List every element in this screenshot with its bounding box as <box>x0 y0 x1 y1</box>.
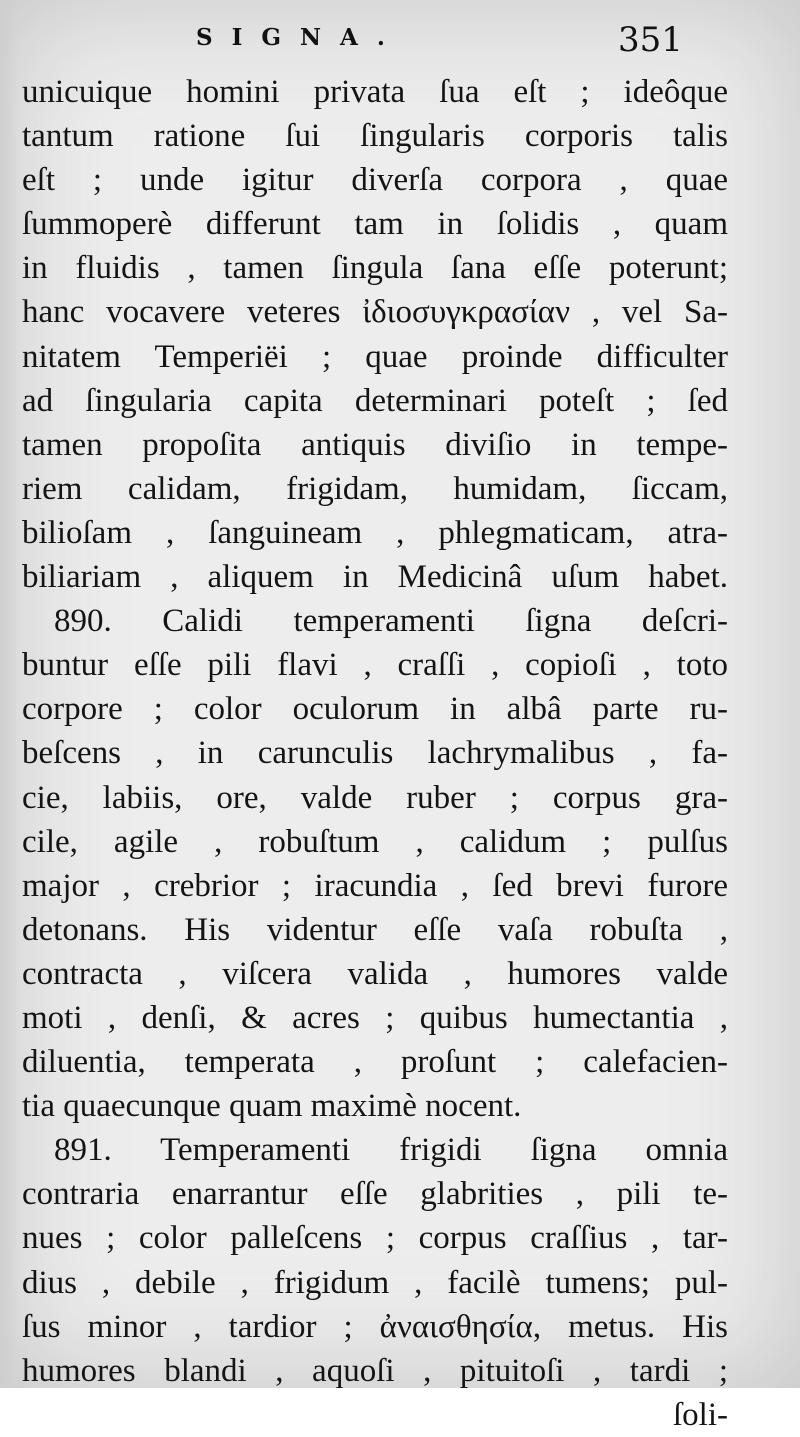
text-line: nitatem Temperiëi ; quae proinde difficulter <box>22 338 728 375</box>
catchword: ſoli- <box>673 1396 728 1433</box>
text-line: biliariam , aliquem in Medicinâ uſum habet. <box>22 559 728 596</box>
text-line: cie, labiis, ore, valde ruber ; corpus gra- <box>22 779 728 816</box>
text-line: tia quaecunque quam maximè nocent. <box>22 1088 522 1125</box>
text-line: corpore ; color oculorum in albâ parte ru- <box>22 691 728 728</box>
page-number: 351 <box>618 20 683 60</box>
text-line: nues ; color palleſcens ; corpus craſſius , tar- <box>22 1220 728 1257</box>
text-line: detonans. His videntur eſſe vaſa robuſta , <box>22 911 728 948</box>
page-header <box>0 14 800 64</box>
text-line: diluentia, temperata , proſunt ; calefacien- <box>22 1044 728 1081</box>
text-line: major , crebrior ; iracundia , ſed brevi furore <box>22 867 728 904</box>
text-line: cile, agile , robuſtum , calidum ; pulſus <box>22 823 728 860</box>
text-line: in fluidis , tamen ſingula ſana eſſe poterunt; <box>22 250 728 287</box>
text-line: ſus minor , tardior ; ἀναισθησία, metus. His <box>22 1308 728 1345</box>
text-line: bilioſam , ſanguineam , phlegmaticam, atra- <box>22 514 728 551</box>
text-line: humores blandi , aquoſi , pituitoſi , tardi ; <box>22 1352 728 1389</box>
text-line: buntur eſſe pili flavi , craſſi , copioſi , toto <box>22 647 728 684</box>
text-line: beſcens , in carunculis lachrymalibus , fa- <box>22 735 728 772</box>
body-text <box>22 70 728 1437</box>
text-line: eſt ; unde igitur diverſa corpora , quae <box>22 162 728 199</box>
text-line: unicuique homini privata ſua eſt ; ideôque <box>22 74 728 110</box>
text-line: moti , denſi, & acres ; quibus humectantia , <box>22 999 728 1036</box>
text-line: hanc vocavere veteres ἰδιοσυγκρασίαν , vel Sa- <box>22 294 728 331</box>
text-line: riem calidam, frigidam, humidam, ſiccam, <box>22 470 728 507</box>
text-line: contracta , viſcera valida , humores valde <box>22 955 728 992</box>
paragraph-start-line: 890. Calidi temperamenti ſigna deſcri- <box>54 603 728 640</box>
text-line: contraria enarrantur eſſe glabrities , pili te- <box>22 1176 728 1213</box>
text-line: ſummoperè differunt tam in ſolidis , quam <box>22 206 728 243</box>
text-line: tantum ratione ſui ſingularis corporis talis <box>22 118 728 155</box>
text-line: dius , debile , frigidum , facilè tumens; pul- <box>22 1264 728 1301</box>
running-head: SIGNA. <box>196 24 404 51</box>
text-line: tamen propoſita antiquis diviſio in tempe- <box>22 426 728 463</box>
paragraph-start-line: 891. Temperamenti frigidi ſigna omnia <box>54 1132 728 1169</box>
text-line: ad ſingularia capita determinari poteſt ; ſed <box>22 382 728 419</box>
